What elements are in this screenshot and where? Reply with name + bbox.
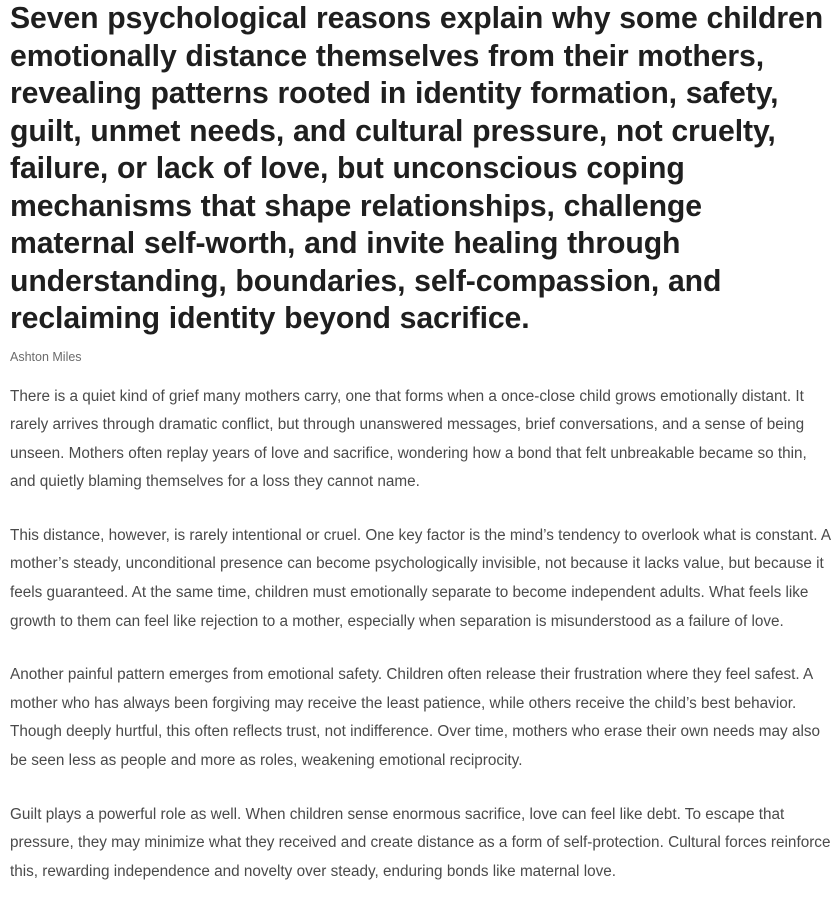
body-paragraph-4: Guilt plays a powerful role as well. When children sense enormous sacrifice, love can feel like debt. To escape that pressure, they may minimize what they received and create distance as a form of self-protection. Cultural forces reinforce this, rewarding independence and novelty over steady, enduring bonds like maternal love. [10, 805, 831, 880]
body-paragraph-2: This distance, however, is rarely intentional or cruel. One key factor is the mind’s tendency to overlook what is constant. A mother’s steady, unconditional presence can become psychologically invisible, not because it lacks value, but because it feels guaranteed. At the same time, children must emotionally separate to become independent adults. What feels like growth to them can feel like rejection to a mother, especially when separation is misunderstood as a failure of love. [10, 526, 831, 630]
body-paragraph-3: Another painful pattern emerges from emotional safety. Children often release their frustration where they feel safest. A mother who has always been forgiving may receive the least patience, while others receive the child’s best behavior. Though deeply hurtful, this often reflects trust, not indifference. Over time, mothers who erase their own needs may also be seen less as people and more as roles, weakening emotional reciprocity. [10, 666, 821, 770]
body-paragraph-1: There is a quiet kind of grief many mothers carry, one that forms when a once-close child grows emotionally distant. It rarely arrives through dramatic conflict, but through unanswered messages, brief conversations, and a sense of being unseen. Mothers often replay years of love and sacrifice, wondering how a bond that felt unbreakable became so thin, and quietly blaming themselves for a loss they cannot name. [10, 387, 807, 491]
author-byline[interactable]: Ashton Miles [10, 349, 82, 364]
article [10, 0, 834, 911]
article-headline: Seven psychological reasons explain why some children emotionally distance themselves from their mothers, revealing patterns rooted in identity formation, safety, guilt, unmet needs, and cultural pressure, not cruelty, failure, or lack of love, but unconscious coping mechanisms that shape relationships, challenge maternal self-worth, and invite healing through understanding, boundaries, self-compassion, and reclaiming identity beyond sacrifice. [10, 2, 824, 335]
article-body [10, 383, 834, 887]
